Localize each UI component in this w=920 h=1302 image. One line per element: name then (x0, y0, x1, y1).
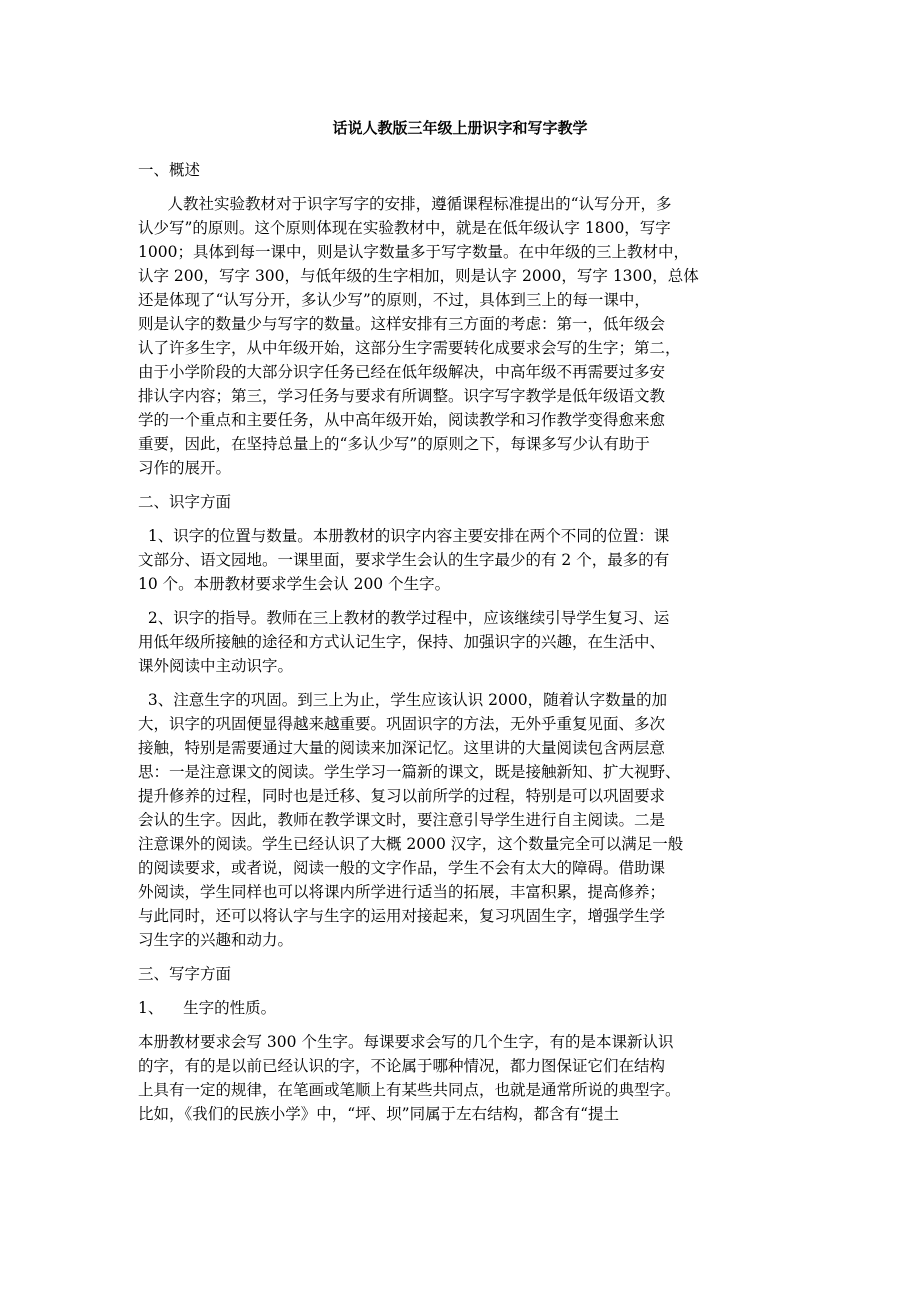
text-line: 的字，有的是以前已经认识的字，不论属于哪种情况，都力图保证它们在结构 (138, 1057, 666, 1075)
text-line: 大，识字的巩固便显得越来越重要。巩固识字的方法，无外乎重复见面、多次 (138, 715, 666, 733)
paragraph-recognition-1 (138, 524, 798, 596)
text-line: 会认的生字。因此，教师在教学课文时，要注意引导学生进行自主阅读。二是 (138, 811, 666, 829)
text-line: 本册教材要求会写 300 个生字。每课要求会写的几个生字，有的是本课新认识 (138, 1033, 674, 1051)
text-line: 文部分、语文园地。一课里面，要求学生会认的生字最少的有 2 个，最多的有 (138, 551, 670, 569)
text-line: 比如，《我们的民族小学》中，“坪、坝”同属于左右结构，都含有“提土 (138, 1105, 620, 1123)
text-line: 认少写”的原则。这个原则体现在实验教材中，就是在低年级认字 1800，写字 (138, 219, 671, 237)
paragraph-recognition-3 (138, 688, 798, 952)
document-title: 话说人教版三年级上册识字和写字教学 (332, 119, 588, 137)
text-line: 习生字的兴趣和动力。 (138, 931, 294, 949)
text-line: 接触，特别是需要通过大量的阅读来加深记忆。这里讲的大量阅读包含两层意 (138, 739, 666, 757)
paragraph-writing-1 (138, 1030, 798, 1126)
text-line: 与此同时，还可以将认字与生字的运用对接起来，复习巩固生字，增强学生学 (138, 907, 666, 925)
text-line: 人教社实验教材对于识字写字的安排，遵循课程标准提出的“认写分开，多 (138, 195, 672, 213)
paragraph-recognition-2 (138, 606, 798, 678)
section-heading-recognition: 二、识字方面 (138, 493, 232, 511)
text-line: 1、识字的位置与数量。本册教材的识字内容主要安排在两个不同的位置：课 (138, 527, 670, 545)
text-line: 提升修养的过程，同时也是迁移、复习以前所学的过程，特别是可以巩固要求 (138, 787, 666, 805)
text-line: 上具有一定的规律，在笔画或笔顺上有某些共同点，也就是通常所说的典型字。 (138, 1081, 681, 1099)
text-line: 还是体现了“认写分开，多认少写”的原则，不过，具体到三上的每一课中， (138, 291, 650, 309)
text-line: 认字 200，写字 300，与低年级的生字相加，则是认字 2000，写字 1300，总体 (138, 267, 699, 285)
text-line: 认了许多生字，从中年级开始，这部分生字需要转化成要求会写的生字；第二， (138, 339, 681, 357)
text-line: 2、识字的指导。教师在三上教材的教学过程中，应该继续引导学生复习、运 (138, 609, 670, 627)
section-heading-writing: 三、写字方面 (138, 965, 232, 983)
text-line: 学的一个重点和主要任务，从中高年级开始，阅读教学和习作教学变得愈来愈 (138, 411, 666, 429)
text-line: 的阅读要求，或者说，阅读一般的文字作品，学生不会有太大的障碍。借助课 (138, 859, 666, 877)
paragraph-overview (138, 192, 798, 480)
text-line: 注意课外的阅读。学生已经认识了大概 2000 汉字，这个数量完全可以满足一般 (138, 835, 684, 853)
text-line: 由于小学阶段的大部分识字任务已经在低年级解决，中高年级不再需要过多安 (138, 363, 666, 381)
text-line: 则是认字的数量少与写字的数量。这样安排有三方面的考虑：第一，低年级会 (138, 315, 666, 333)
subheading-character-nature: 1、 生字的性质。 (138, 999, 277, 1017)
text-line: 课外阅读中主动识字。 (138, 657, 294, 675)
text-line: 3、注意生字的巩固。到三上为止，学生应该认识 2000，随着认字数量的加 (138, 691, 668, 709)
text-line: 排认字内容；第三，学习任务与要求有所调整。识字写字教学是低年级语文教 (138, 387, 666, 405)
text-line: 习作的展开。 (138, 459, 232, 477)
text-line: 用低年级所接触的途径和方式认记生字，保持、加强识字的兴趣，在生活中、 (138, 633, 666, 651)
document-body (138, 158, 798, 1136)
text-line: 思：一是注意课文的阅读。学生学习一篇新的课文，既是接触新知、扩大视野、 (138, 763, 681, 781)
text-line: 外阅读，学生同样也可以将课内所学进行适当的拓展，丰富积累，提高修养； (138, 883, 666, 901)
text-line: 10 个。本册教材要求学生会认 200 个生字。 (138, 575, 451, 593)
section-heading-overview: 一、概述 (138, 161, 201, 179)
text-line: 重要，因此，在坚持总量上的“多认少写”的原则之下，每课多写少认有助于 (138, 435, 650, 453)
text-line: 1000；具体到每一课中，则是认字数量多于写字数量。在中年级的三上教材中， (138, 243, 689, 261)
